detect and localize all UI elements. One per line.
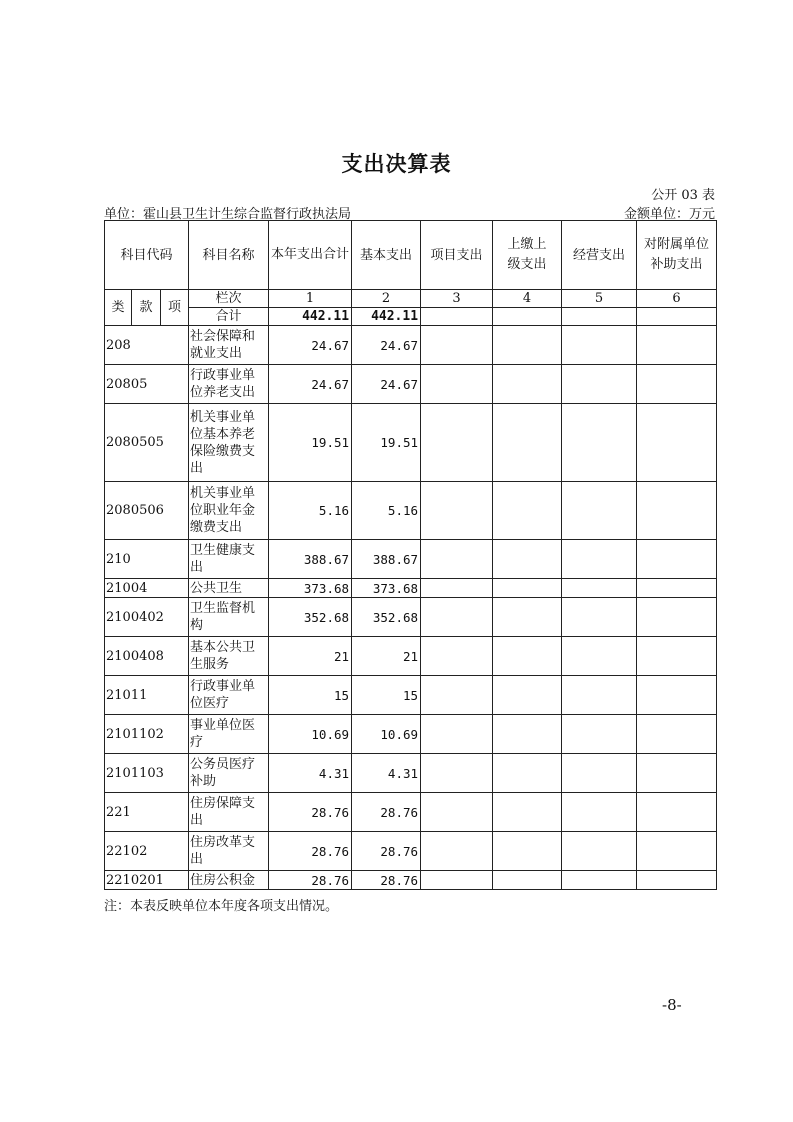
header-basic: 基本支出 [352, 221, 421, 290]
row-project [421, 793, 493, 832]
table-row [105, 871, 717, 890]
row-name: 社会保障和就业支出 [189, 326, 269, 365]
row-total: 388.67 [269, 540, 352, 579]
row-basic: 5.16 [352, 482, 421, 540]
row-basic: 15 [352, 676, 421, 715]
row-name: 机关事业单位基本养老保险缴费支出 [189, 404, 269, 482]
column-number-3: 3 [421, 290, 493, 308]
total-operating [562, 308, 637, 326]
row-subsidy [637, 793, 717, 832]
table-note: 注：本表反映单位本年度各项支出情况。 [104, 899, 339, 914]
form-number: 公开 03 表 [651, 188, 715, 203]
row-upper [493, 404, 562, 482]
header-total: 本年支出合计 [269, 221, 352, 290]
row-basic: 28.76 [352, 832, 421, 871]
row-name: 卫生监督机构 [189, 598, 269, 637]
row-project [421, 404, 493, 482]
table-row [105, 637, 717, 676]
row-name: 住房改革支出 [189, 832, 269, 871]
row-subsidy [637, 482, 717, 540]
column-number-2: 2 [352, 290, 421, 308]
row-operating [562, 540, 637, 579]
row-project [421, 540, 493, 579]
row-project [421, 676, 493, 715]
row-code: 2101103 [105, 754, 189, 793]
row-code: 2210201 [105, 871, 189, 890]
total-basic: 442.11 [352, 308, 421, 326]
row-subsidy [637, 754, 717, 793]
header-lei: 类 [105, 290, 132, 326]
row-subsidy [637, 365, 717, 404]
row-subsidy [637, 637, 717, 676]
row-operating [562, 326, 637, 365]
row-subsidy [637, 326, 717, 365]
row-basic: 28.76 [352, 793, 421, 832]
row-project [421, 365, 493, 404]
row-name: 公务员医疗补助 [189, 754, 269, 793]
row-upper [493, 637, 562, 676]
row-upper [493, 754, 562, 793]
table-row [105, 715, 717, 754]
row-subsidy [637, 598, 717, 637]
row-project [421, 871, 493, 890]
table-row [105, 832, 717, 871]
row-total: 24.67 [269, 365, 352, 404]
row-upper [493, 540, 562, 579]
row-operating [562, 365, 637, 404]
row-basic: 24.67 [352, 365, 421, 404]
row-total: 15 [269, 676, 352, 715]
row-operating [562, 871, 637, 890]
row-name: 事业单位医疗 [189, 715, 269, 754]
row-name: 住房保障支出 [189, 793, 269, 832]
table-row [105, 676, 717, 715]
row-subsidy [637, 540, 717, 579]
total-label: 合计 [189, 308, 269, 326]
row-total: 10.69 [269, 715, 352, 754]
column-number-row [105, 290, 717, 308]
row-total: 24.67 [269, 326, 352, 365]
total-subsidy [637, 308, 717, 326]
row-name: 行政事业单位养老支出 [189, 365, 269, 404]
row-basic: 10.69 [352, 715, 421, 754]
row-total: 21 [269, 637, 352, 676]
table-row [105, 598, 717, 637]
unit-label: 单位：霍山县卫生计生综合监督行政执法局 [104, 207, 352, 222]
table-row [105, 482, 717, 540]
row-basic: 19.51 [352, 404, 421, 482]
row-project [421, 598, 493, 637]
row-subsidy [637, 871, 717, 890]
row-name: 机关事业单位职业年金缴费支出 [189, 482, 269, 540]
row-basic: 24.67 [352, 326, 421, 365]
row-code: 210 [105, 540, 189, 579]
row-code: 2100402 [105, 598, 189, 637]
row-subsidy [637, 404, 717, 482]
amount-unit-label: 金额单位：万元 [623, 207, 715, 222]
row-name: 基本公共卫生服务 [189, 637, 269, 676]
table-row [105, 579, 717, 598]
row-upper [493, 832, 562, 871]
table-row [105, 404, 717, 482]
row-name: 公共卫生 [189, 579, 269, 598]
row-name: 行政事业单位医疗 [189, 676, 269, 715]
row-operating [562, 404, 637, 482]
row-code: 21011 [105, 676, 189, 715]
column-number-1: 1 [269, 290, 352, 308]
row-basic: 388.67 [352, 540, 421, 579]
column-number-5: 5 [562, 290, 637, 308]
page-title: 支出决算表 [341, 152, 452, 176]
row-project [421, 482, 493, 540]
expenditure-table [104, 220, 717, 890]
row-code: 2080505 [105, 404, 189, 482]
row-upper [493, 676, 562, 715]
row-project [421, 754, 493, 793]
row-code: 2101102 [105, 715, 189, 754]
row-total: 5.16 [269, 482, 352, 540]
row-subsidy [637, 579, 717, 598]
column-number-6: 6 [637, 290, 717, 308]
row-total: 28.76 [269, 793, 352, 832]
table-row [105, 540, 717, 579]
row-subsidy [637, 715, 717, 754]
header-subsidy: 对附属单位补助支出 [637, 221, 717, 290]
total-amount: 442.11 [269, 308, 352, 326]
row-basic: 4.31 [352, 754, 421, 793]
column-number-4: 4 [493, 290, 562, 308]
row-code: 221 [105, 793, 189, 832]
row-upper [493, 579, 562, 598]
row-operating [562, 832, 637, 871]
row-total: 19.51 [269, 404, 352, 482]
row-project [421, 832, 493, 871]
header-xiang: 项 [161, 290, 189, 326]
row-project [421, 326, 493, 365]
row-basic: 21 [352, 637, 421, 676]
header-lanci: 栏次 [189, 290, 269, 308]
row-code: 2080506 [105, 482, 189, 540]
row-project [421, 715, 493, 754]
row-upper [493, 871, 562, 890]
total-upper [493, 308, 562, 326]
row-operating [562, 715, 637, 754]
header-name: 科目名称 [189, 221, 269, 290]
row-subsidy [637, 832, 717, 871]
row-operating [562, 482, 637, 540]
row-operating [562, 598, 637, 637]
row-upper [493, 598, 562, 637]
row-operating [562, 676, 637, 715]
header-upper: 上缴上级支出 [493, 221, 562, 290]
total-project [421, 308, 493, 326]
row-code: 208 [105, 326, 189, 365]
row-upper [493, 715, 562, 754]
row-total: 28.76 [269, 832, 352, 871]
row-upper [493, 365, 562, 404]
row-code: 2100408 [105, 637, 189, 676]
total-row [105, 308, 717, 326]
header-operating: 经营支出 [562, 221, 637, 290]
row-operating [562, 793, 637, 832]
table-row [105, 793, 717, 832]
row-subsidy [637, 676, 717, 715]
row-upper [493, 793, 562, 832]
row-name: 住房公积金 [189, 871, 269, 890]
row-basic: 28.76 [352, 871, 421, 890]
table-row [105, 326, 717, 365]
row-operating [562, 579, 637, 598]
row-project [421, 579, 493, 598]
row-code: 21004 [105, 579, 189, 598]
row-total: 4.31 [269, 754, 352, 793]
row-total: 373.68 [269, 579, 352, 598]
row-upper [493, 326, 562, 365]
row-upper [493, 482, 562, 540]
row-total: 352.68 [269, 598, 352, 637]
table-row [105, 754, 717, 793]
row-operating [562, 754, 637, 793]
row-basic: 352.68 [352, 598, 421, 637]
row-basic: 373.68 [352, 579, 421, 598]
page-number: -8- [662, 996, 682, 1014]
table-row [105, 365, 717, 404]
row-name: 卫生健康支出 [189, 540, 269, 579]
header-code: 科目代码 [105, 221, 189, 290]
row-code: 22102 [105, 832, 189, 871]
header-project: 项目支出 [421, 221, 493, 290]
row-project [421, 637, 493, 676]
row-operating [562, 637, 637, 676]
header-row [105, 221, 717, 290]
row-code: 20805 [105, 365, 189, 404]
row-total: 28.76 [269, 871, 352, 890]
header-kuan: 款 [132, 290, 161, 326]
